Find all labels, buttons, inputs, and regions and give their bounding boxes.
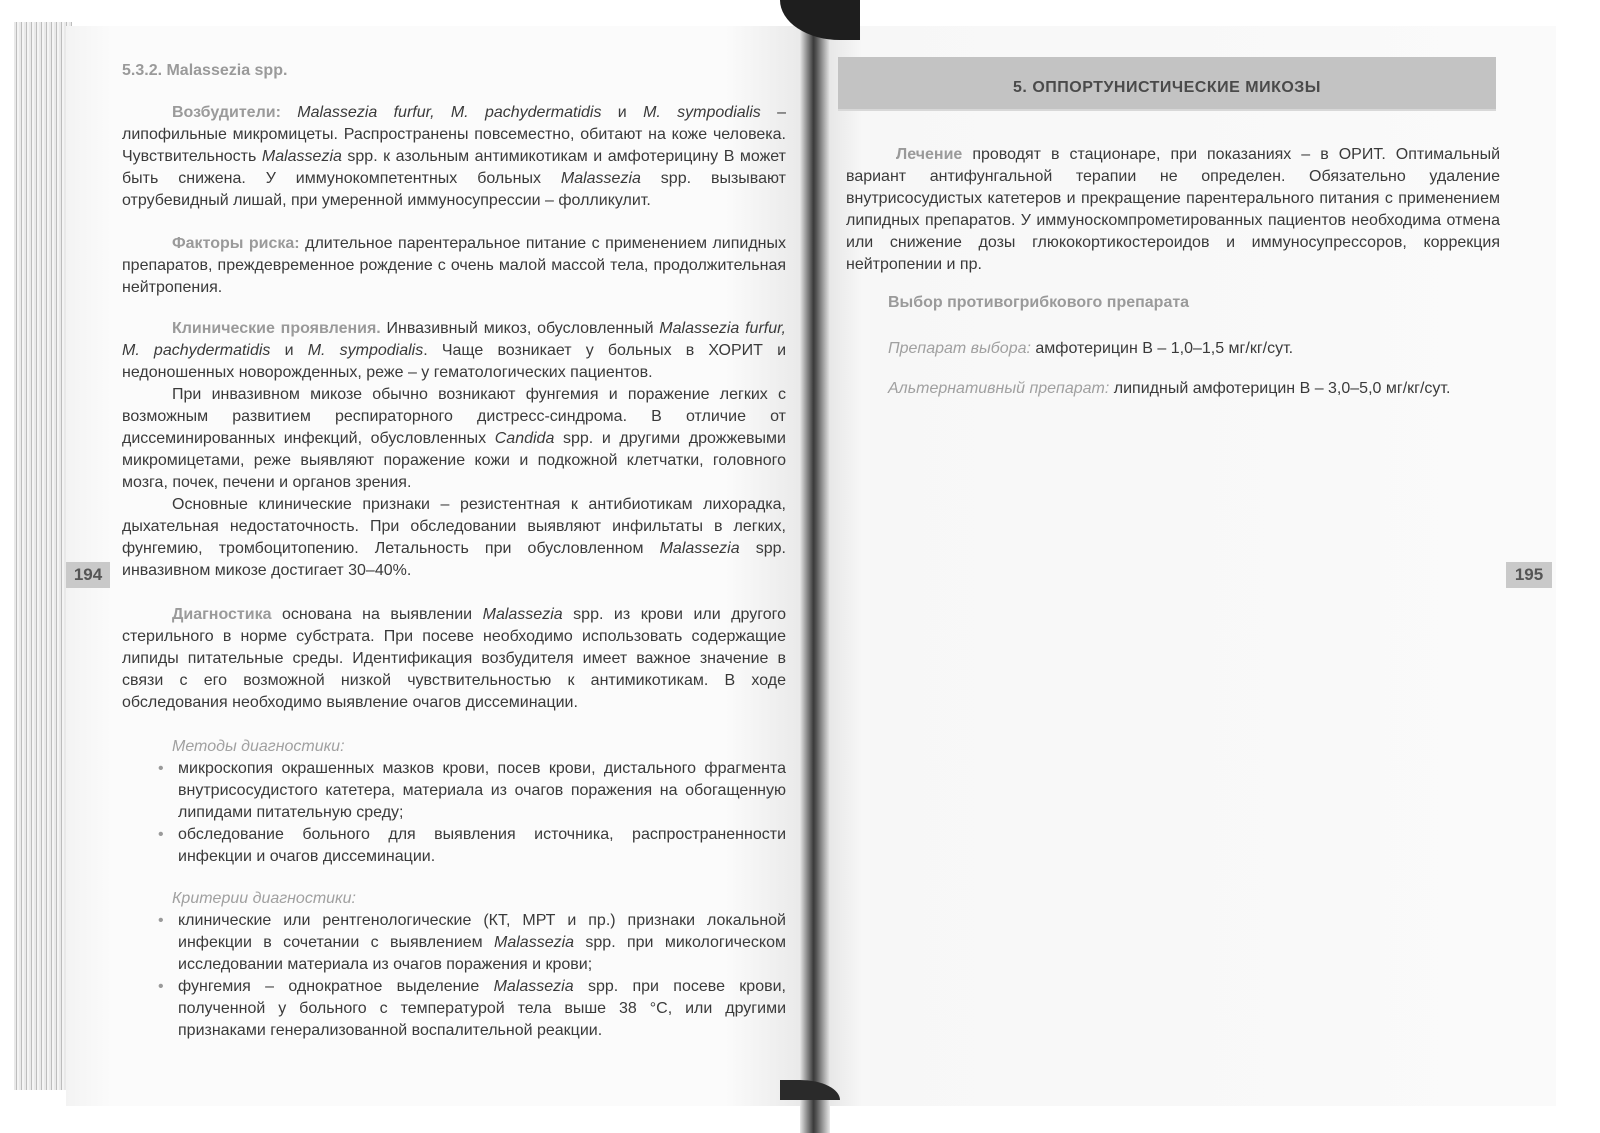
- clinical-para-3-species: Malassezia: [659, 540, 740, 557]
- clinical-section: [122, 318, 786, 582]
- criteria-species: Malassezia: [493, 978, 574, 995]
- pathogens-paragraph: [122, 102, 786, 212]
- pathogens-label: Возбудители:: [172, 104, 281, 121]
- chapter-header-title: 5. ОППОРТУНИСТИЧЕСКИЕ МИКОЗЫ: [1013, 79, 1321, 96]
- list-item: [156, 976, 786, 1042]
- risk-factors-label: Факторы риска:: [172, 235, 300, 252]
- criteria-section: [122, 890, 786, 1042]
- clinical-para-3: spp. инвазивном микозе достигает 30–40%.: [122, 540, 787, 579]
- clinical-species: Malassezia furfur, M. pachydermatidis: [122, 320, 787, 359]
- criteria-heading: Критерии диагностики:: [172, 890, 356, 907]
- criteria-item-text: клинические или рентгенологические (КТ, МРТ и пр.) признаки локальной инфекции в сочетании с выявлением: [178, 912, 786, 951]
- clinical-para-2: spp. и другими дрожжевыми микромицетами, реже выявляют поражение кожи и подкожной клетчатки, головного мозга, почек, печени и органов зрения.: [122, 430, 786, 491]
- criteria-item-text: spp. при микологическом исследовании материала из очагов поражения и крови;: [178, 934, 786, 973]
- risk-factors-text: длительное парентеральное питание с применением липидных препаратов, преждевременное рождение с очень малой массой тела, продолжительная нейтропения.: [122, 235, 786, 296]
- drug-choice-heading: Выбор противогрибкового препарата: [888, 294, 1190, 311]
- drug-choice-title: [846, 294, 1542, 312]
- methods-heading: Методы диагностики:: [172, 738, 345, 755]
- book-gutter: [800, 0, 830, 1133]
- pathogens-text: и: [601, 104, 644, 121]
- clinical-text: . Чаще возникает у больных в ХОРИТ и недоношенных новорожденных, реже – у гематологических пациентов.: [122, 342, 787, 381]
- clinical-species: M. sympodialis: [307, 342, 424, 359]
- diagnostics-paragraph: [122, 604, 786, 714]
- clinical-para-2: При инвазивном микозе обычно возникают фунгемия и поражение легких с возможным развитием респираторного дистресс-синдрома. В отличие от диссеминированных инфекций, обусловленных: [122, 386, 786, 447]
- criteria-item-text: spp. при посеве крови, полученной у больного с температурой тела выше 38 °С, или другими признаками генерализованной воспалительной реакции.: [178, 978, 786, 1039]
- clinical-text: Инвазивный микоз, обусловленный: [380, 320, 660, 337]
- alt-drug-value: липидный амфотерицин В – 3,0–5,0 мг/кг/сут.: [1113, 380, 1451, 397]
- pathogens-text: – липофильные микромицеты. Распространены повсеместно, обитают на коже человека. Чувствительность: [122, 104, 787, 165]
- risk-factors-paragraph: [122, 233, 786, 299]
- pathogens-species: Malassezia furfur, M. pachydermatidis: [297, 104, 602, 121]
- clinical-label: Клинические проявления.: [172, 320, 381, 337]
- pathogens-text: spp. к азольным антимикотикам и амфотерицину В может быть снижена. У иммунокомпетентных больных: [122, 148, 787, 187]
- list-item: [156, 910, 786, 976]
- alt-drug-line: [846, 378, 1542, 400]
- clinical-para-3: Основные клинические признаки – резистентная к антибиотикам лихорадка, дыхательная недостаточность. При обследовании выявляют инфильтаты в легких, фунгемию, тромбоцитопению. Летальность при обусловленном: [122, 496, 786, 557]
- treatment-paragraph: [846, 144, 1500, 276]
- drug-of-choice-line: [846, 338, 1542, 360]
- page-number-right: 195: [1506, 562, 1552, 588]
- book-page-edges: [14, 22, 72, 1090]
- treatment-label: Лечение: [896, 146, 963, 163]
- bullet-icon: •: [158, 978, 164, 995]
- diagnostics-label: Диагностика: [172, 606, 272, 623]
- pathogens-species: Malassezia: [261, 148, 342, 165]
- list-item: [156, 824, 786, 868]
- alt-drug-label: Альтернативный препарат:: [888, 380, 1110, 397]
- diagnostics-text: основана на выявлении: [271, 606, 483, 623]
- diagnostics-text: spp. из крови или другого стерильного в норме субстрата. При посеве необходимо использовать содержащие липиды питательные среды. Идентификация возбудителя имеет важное значение в связи с его возможной низкой чувствительностью к антимикотикам. В ходе обследования необходимо выявление очагов диссеминации.: [122, 606, 787, 711]
- drug-of-choice-value: амфотерицин В – 1,0–1,5 мг/кг/сут.: [1035, 340, 1294, 357]
- treatment-text: проводят в стационаре, при показаниях – в ОРИТ. Оптимальный вариант антифунгальной терапии не определен. Обязательно удаление внутрисосудистых катетеров и прекращение парентерального питания с применением липидных препаратов. У иммунoскомпрометированных пациентов необходима отмена или снижение дозы глюкокортикостероидов и иммуносупрессоров, коррекция нейтропении и пр.: [846, 146, 1500, 273]
- clinical-text: и: [270, 342, 308, 359]
- bullet-icon: •: [158, 760, 164, 777]
- section-title: [122, 62, 786, 80]
- methods-list: [122, 758, 786, 868]
- methods-item-text: микроскопия окрашенных мазков крови, посев крови, дистального фрагмента внутрисосудистого катетера, материала из очагов поражения на обогащенную липидами питательную среду;: [178, 760, 786, 821]
- criteria-item-text: фунгемия – однократное выделение: [178, 978, 494, 995]
- criteria-species: Malassezia: [494, 934, 575, 951]
- chapter-header-bar: [838, 57, 1496, 111]
- list-item: [156, 758, 786, 824]
- bullet-icon: •: [158, 912, 164, 929]
- bullet-icon: •: [158, 826, 164, 843]
- pathogens-species: Malassezia: [560, 170, 641, 187]
- methods-section: [122, 738, 786, 868]
- pathogens-species: M. sympodialis: [643, 104, 761, 121]
- section-title-text: 5.3.2. Malassezia spp.: [122, 62, 288, 79]
- clinical-para-2-species: Candida: [494, 430, 555, 447]
- page-number-left: 194: [66, 562, 110, 588]
- criteria-list: [122, 910, 786, 1042]
- drug-of-choice-label: Препарат выбора:: [888, 340, 1031, 357]
- pathogens-text: spp. вызывают отрубевидный лишай, при умеренной иммуносупрессии – фолликулит.: [122, 170, 786, 209]
- diagnostics-species: Malassezia: [482, 606, 563, 623]
- methods-item-text: обследование больного для выявления источника, распространенности инфекции и очагов диссеминации.: [178, 826, 786, 865]
- pathogens-text: [281, 104, 297, 121]
